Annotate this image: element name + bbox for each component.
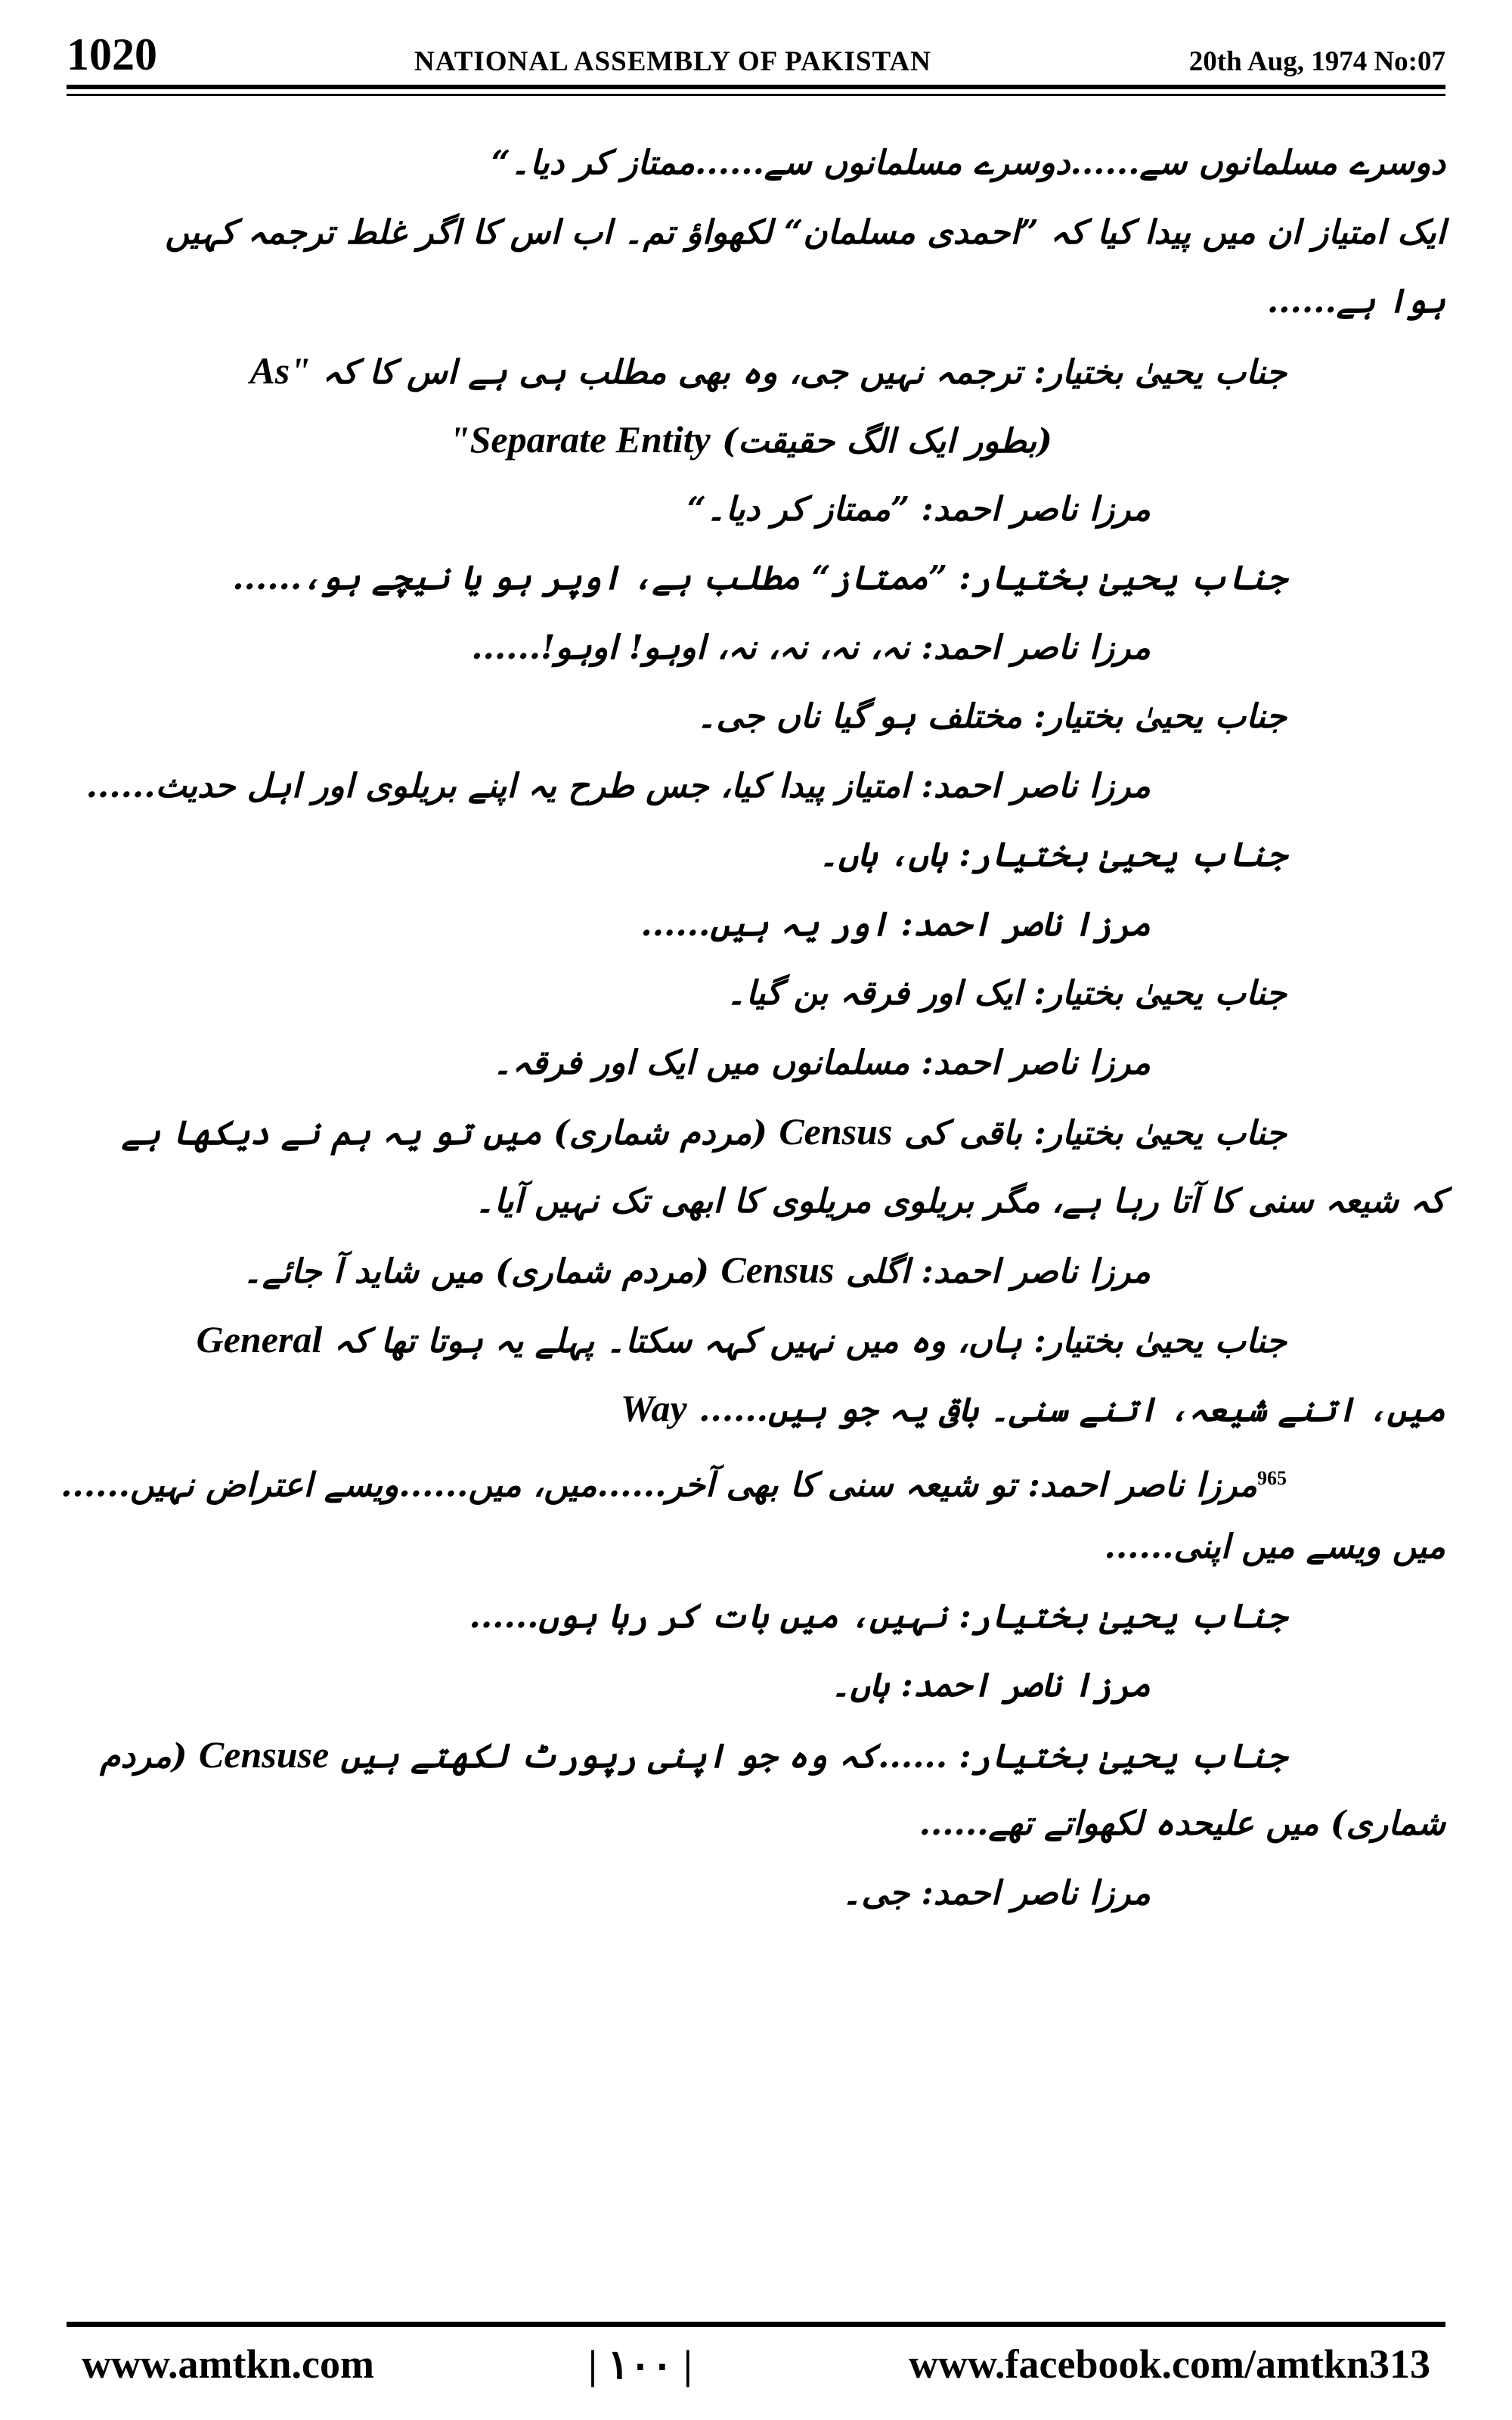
english-term: Censuse — [198, 1733, 330, 1776]
english-term: Way — [620, 1387, 687, 1429]
english-term: "As — [249, 349, 311, 392]
header-title: NATIONAL ASSEMBLY OF PAKISTAN — [414, 46, 931, 77]
text-line: مرزا ناصر احمد: ”ممتاز کر دیا۔“ — [686, 489, 1151, 529]
text-line — [67, 337, 1445, 406]
facebook-link[interactable]: www.facebook.com/amtkn313 — [909, 2341, 1430, 2387]
english-term: Census — [720, 1249, 835, 1291]
text-segment: جناب یحییٰ بختیار: ہاں، وہ میں نہیں کہہ سکتا۔ پہلے یہ ہوتا تھا کہ — [333, 1321, 1287, 1360]
text-segment: میں، اتنے شیعہ، اتنے سنی۔ باقی یہ جو ہیں...... — [699, 1391, 1445, 1429]
text-line — [67, 405, 1445, 475]
text-line: دوسرے مسلمانوں سے......دوسرے مسلمانوں سے......ممتاز کر دیا۔“ — [491, 144, 1445, 182]
text-line: ہوا ہے...... — [1266, 282, 1445, 321]
text-segment: جناب یحییٰ بختیار: ......کہ وہ جو اپنی رپورٹ لکھتے ہیں — [340, 1736, 1287, 1776]
text-line — [67, 1097, 1445, 1167]
header-rule-thin — [67, 94, 1445, 96]
header-date-number: 20th Aug, 1974 No:07 — [1188, 46, 1445, 77]
page-header — [67, 23, 1445, 91]
text-line: میں ویسے میں اپنی...... — [1104, 1528, 1445, 1566]
text-line: مرزا ناصر احمد: امتیاز پیدا کیا، جس طرح یہ اپنے بریلوی اور اہل حدیث...... — [85, 766, 1151, 805]
text-line: جناب یحییٰ بختیار: ایک اور فرقہ بن گیا۔ — [726, 974, 1287, 1013]
text-segment: مرزا ناصر احمد: تو شیعہ سنی کا بھی آخر......میں، میں......ویسے اعتراض نہیں...... — [60, 1466, 1257, 1505]
text-line: جناب یحییٰ بختیار: نہیں، میں بات کر رہا ہوں...... — [469, 1596, 1287, 1636]
text-line: مرزا ناصر احمد: جی۔ — [841, 1873, 1151, 1913]
english-term: Census — [779, 1110, 893, 1153]
text-line: مرزا ناصر احمد: ہاں۔ — [830, 1666, 1151, 1705]
text-line: جناب یحییٰ بختیار: ہاں، ہاں۔ — [819, 836, 1287, 874]
text-segment: (مردم — [100, 1736, 187, 1776]
text-line — [67, 1236, 1445, 1305]
text-line — [67, 1720, 1445, 1790]
website-link[interactable]: www.amtkn.com — [82, 2341, 374, 2387]
page-footer — [67, 2341, 1445, 2394]
text-segment: (مردم شماری) میں تو یہ ہم نے دیکھا ہے — [121, 1114, 767, 1153]
text-line — [67, 1374, 1445, 1444]
text-line: جناب یحییٰ بختیار: مختلف ہو گیا ناں جی۔ — [696, 697, 1287, 736]
text-line: مرزا ناصر احمد: نہ، نہ، نہ، نہ، اوہو! اوہو!...... — [471, 628, 1151, 667]
text-line: جناب یحییٰ بختیار: ”ممتاز“ مطلب ہے، اوپر ہو یا نیچے ہو،...... — [232, 559, 1287, 597]
header-rule-thick — [67, 85, 1445, 89]
footnote-marker: 965 — [1257, 1466, 1287, 1489]
text-segment: جناب یحییٰ بختیار: ترجمہ نہیں جی، وہ بھی مطلب ہی ہے اس کا کہ — [322, 352, 1287, 392]
text-segment: (بطور ایک الگ حقیقت) — [722, 422, 1052, 461]
text-segment: مرزا ناصر احمد: اگلی — [845, 1252, 1151, 1291]
page-number: 1020 — [67, 29, 157, 79]
text-line: مرزا ناصر احمد: اور یہ ہیں...... — [640, 904, 1151, 944]
text-line: مرزا ناصر احمد: مسلمانوں میں ایک اور فرقہ۔ — [492, 1043, 1151, 1082]
text-line: شماری) میں علیحدہ لکھواتے تھے...... — [919, 1804, 1445, 1843]
text-line — [60, 1444, 1445, 1513]
transcript-body — [60, 129, 1445, 1928]
text-line — [67, 1305, 1445, 1375]
footer-page-number: | ۱۰۰ | — [588, 2342, 692, 2387]
english-term: General — [196, 1317, 323, 1360]
footer-rule — [67, 2322, 1445, 2327]
english-term: Separate Entity" — [448, 418, 711, 461]
text-segment: (مردم شماری) میں شاید آ جائے۔ — [243, 1252, 710, 1291]
text-line: ایک امتیاز ان میں پیدا کیا کہ ”احمدی مسلمان“ لکھواؤ تم۔ اب اس کا اگر غلط ترجمہ کہیں — [165, 213, 1445, 252]
text-segment: جناب یحییٰ بختیار: باقی کی — [903, 1114, 1287, 1153]
text-line: کہ شیعہ سنی کا آتا رہا ہے، مگر بریلوی مریلوی کا ابھی تک نہیں آیا۔ — [475, 1181, 1445, 1221]
